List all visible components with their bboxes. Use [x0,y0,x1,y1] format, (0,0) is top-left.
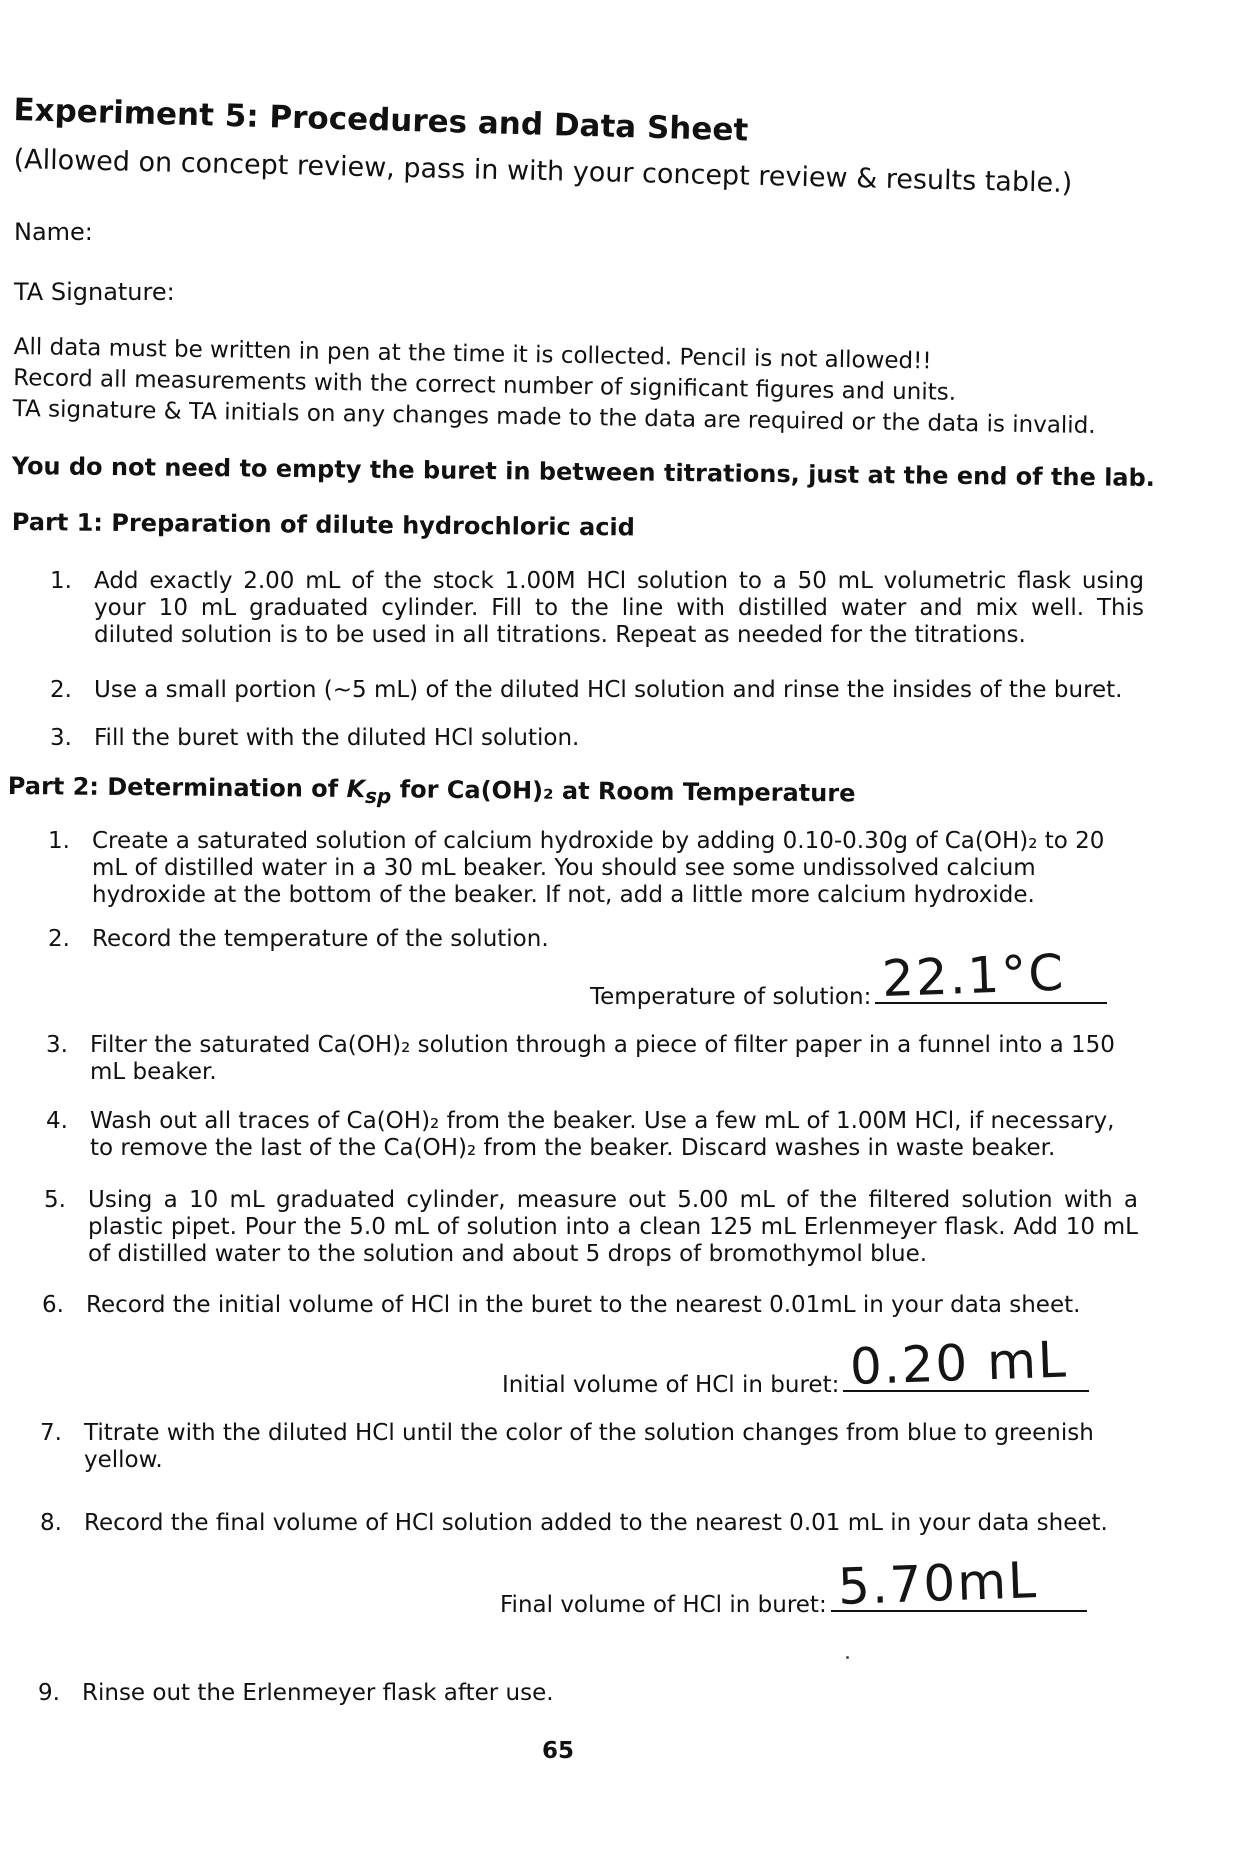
initial-volume-value: 0.20 mL [849,1330,1070,1396]
step-number: 3. [46,1032,68,1058]
step-text: Record the final volume of HCl solution added to the nearest 0.01 mL in your data sheet. [84,1510,1108,1536]
step-text: Filter the saturated Ca(OH)₂ solution through a piece of filter paper in a funnel into a 150 mL beaker. [90,1032,1115,1085]
buret-notice: You do not need to empty the buret in between titrations, just at the end of the lab. [11,452,1156,492]
rules-block [13,332,1097,442]
temperature-answer-line[interactable] [875,943,1107,1008]
name-label: Name: [14,218,93,246]
step-number: 1. [50,568,72,594]
step-text: Titrate with the diluted HCl until the color of the solution changes from blue to greenish yellow. [84,1420,1094,1473]
initial-volume-field [502,1330,1089,1398]
part2-heading-prefix: Part 2: Determination of [7,772,347,803]
final-volume-answer-line[interactable] [831,1551,1087,1616]
page-subtitle: (Allowed on concept review, pass in with your concept review & results table.) [13,144,1073,200]
step-number: 2. [50,677,72,703]
step-number: 4. [46,1108,68,1134]
part2-heading-suffix: for Ca(OH)₂ at Room Temperature [391,775,856,808]
rule-line: Record all measurements with the correct number of significant figures and units. [13,364,957,406]
temperature-value: 22.1°C [881,943,1067,1008]
step-number: 7. [40,1420,62,1446]
step-number: 1. [48,828,70,854]
step-number: 6. [42,1292,64,1318]
initial-volume-answer-line[interactable] [843,1330,1089,1396]
temperature-field [590,943,1107,1010]
step-text: Rinse out the Erlenmeyer flask after use. [82,1680,554,1706]
ta-signature-label: TA Signature: [14,278,175,306]
rule-line: TA signature & TA initials on any changes made to the data are required or the data is invalid. [12,395,1096,439]
step-text: Using a 10 mL graduated cylinder, measure out 5.00 mL of the filtered solution with a plastic pipet. Pour the 5.0 mL of solution into a clean 125 mL Erlenmeyer flask. Add 10 mL of distilled water to the solution and about 5 drops of bromothymol blue. [88,1187,1138,1267]
step-text: Create a saturated solution of calcium hydroxide by adding 0.10-0.30g of Ca(OH)₂ to 20 mL of distilled water in a 30 mL beaker. You should see some undissolved calcium hydroxide at the bottom of the beaker. If not, add a little more calcium hydroxide. [92,828,1105,908]
initial-volume-label: Initial volume of HCl in buret: [502,1372,840,1398]
final-volume-label: Final volume of HCl in buret: [500,1592,827,1618]
page-number: 65 [542,1738,575,1764]
part2-heading [8,772,856,812]
step-number: 5. [44,1187,66,1213]
rule-line: All data must be written in pen at the time it is collected. Pencil is not allowed!! [13,333,932,375]
step-text: Record the initial volume of HCl in the buret to the nearest 0.01mL in your data sheet. [86,1292,1081,1318]
step-text: Fill the buret with the diluted HCl solution. [94,725,580,751]
step-number: 3. [50,725,72,751]
step-number: 2. [48,926,70,952]
temperature-label: Temperature of solution: [590,984,872,1010]
step-number: 9. [38,1680,60,1706]
step-number: 8. [40,1510,62,1536]
ksp-symbol: $K_{sp}$ [346,774,392,809]
page-title: Experiment 5: Procedures and Data Sheet [12,92,749,149]
final-volume-field [500,1551,1087,1618]
step-text: Wash out all traces of Ca(OH)₂ from the beaker. Use a few mL of 1.00M HCl, if necessary, to remove the last of the Ca(OH)₂ from the beaker. Discard washes in waste beaker. [90,1108,1115,1161]
part1-heading: Part 1: Preparation of dilute hydrochloric acid [11,508,636,542]
step-text: Add exactly 2.00 mL of the stock 1.00M HCl solution to a 50 mL volumetric flask using your 10 mL graduated cylinder. Fill to the line with distilled water and mix well. This diluted solution is to be used in all titrations. Repeat as needed for the titrations. [94,568,1144,648]
final-volume-value: 5.70mL [836,1551,1039,1616]
step-text: Use a small portion (~5 mL) of the diluted HCl solution and rinse the insides of the buret. [94,677,1123,703]
step-text: Record the temperature of the solution. [92,926,549,952]
scan-speck [846,1656,849,1659]
